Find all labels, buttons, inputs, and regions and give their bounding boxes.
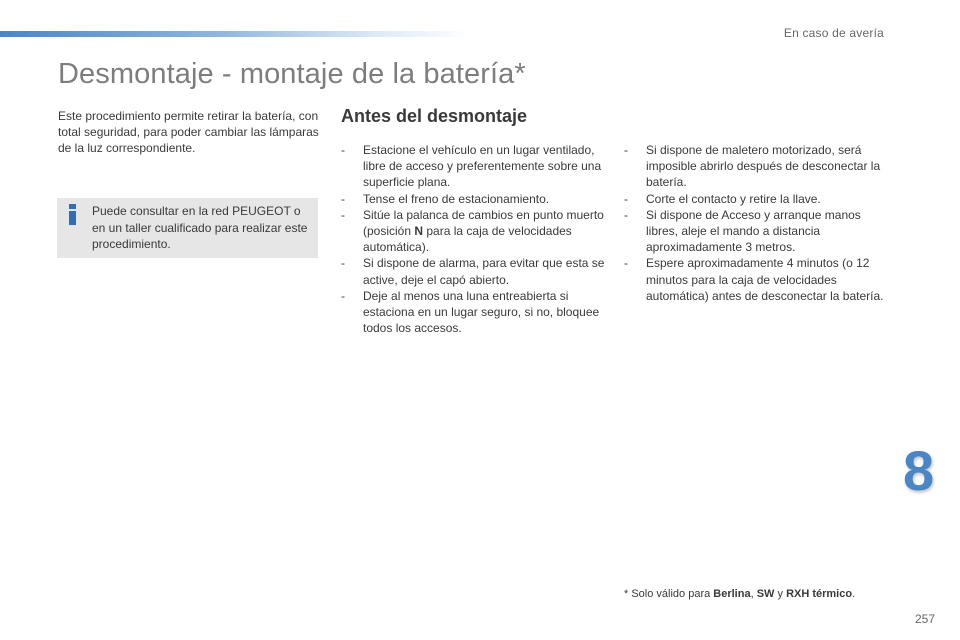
- chapter-number: 8: [903, 439, 935, 502]
- gear-position-n: N: [414, 224, 424, 239]
- list-item-text: Si dispone de Acceso y arranque manos libres, aleje el mando a distancia aproximadamente 3 metros.: [646, 207, 861, 255]
- bullet-dash: -: [624, 256, 628, 271]
- list-item: [341, 207, 609, 256]
- list-item-text: Sitúe la palanca de cambios en punto muerto (posición N para la caja de velocidades automática).: [363, 207, 604, 255]
- footnote: * Solo válido para Berlina, SW y RXH térmico.: [624, 588, 856, 600]
- page-title: Desmontaje - montaje de la batería*: [58, 58, 526, 90]
- page-number: 257: [915, 612, 936, 626]
- list-item-text: Tense el freno de estacionamiento.: [363, 191, 550, 206]
- list-item-text: Corte el contacto y retire la llave.: [646, 191, 821, 206]
- info-box: [57, 198, 318, 258]
- list-item: [341, 191, 609, 207]
- section-label: En caso de avería: [783, 26, 884, 40]
- list-item-text: Deje al menos una luna entreabierta si estaciona en un lugar seguro, si no, bloquee todos los accesos.: [363, 288, 600, 336]
- intro-paragraph: Este procedimiento permite retirar la batería, con total seguridad, para poder cambiar las lámparas de la luz correspondiente.: [58, 109, 319, 155]
- bullet-dash: -: [624, 143, 628, 157]
- info-text: Puede consultar en la red PEUGEOT o en un taller cualificado para realizar este procedimiento.: [92, 204, 308, 251]
- steps-column-2: [624, 142, 889, 304]
- bullet-dash: -: [341, 143, 345, 157]
- list-item: [341, 255, 609, 287]
- bullet-dash: -: [624, 207, 628, 222]
- list-item: [624, 207, 889, 256]
- section-heading: Antes del desmontaje: [341, 106, 528, 126]
- list-item: [624, 142, 889, 191]
- bullet-dash: -: [341, 191, 345, 206]
- bullet-dash: -: [341, 256, 345, 271]
- list-item: [624, 255, 889, 304]
- bullet-dash: -: [341, 288, 345, 303]
- info-icon: [68, 204, 77, 225]
- header-accent-bar: [0, 31, 470, 37]
- steps-column-1: [341, 142, 609, 336]
- list-item-text: Espere aproximadamente 4 minutos (o 12 minutos para la caja de velocidades automática) antes de desconectar la batería.: [646, 256, 884, 303]
- list-item-text: Si dispone de alarma, para evitar que esta se active, deje el capó abierto.: [363, 256, 605, 287]
- list-item: [341, 288, 609, 337]
- list-item-text: Estacione el vehículo en un lugar ventilado, libre de acceso y preferentemente sobre una superficie plana.: [363, 143, 602, 190]
- list-item-text: Si dispone de maletero motorizado, será imposible abrirlo después de desconectar la batería.: [646, 143, 881, 190]
- bullet-dash: -: [341, 207, 345, 222]
- bullet-dash: -: [624, 191, 628, 206]
- list-item: [341, 142, 609, 191]
- list-item: [624, 191, 889, 207]
